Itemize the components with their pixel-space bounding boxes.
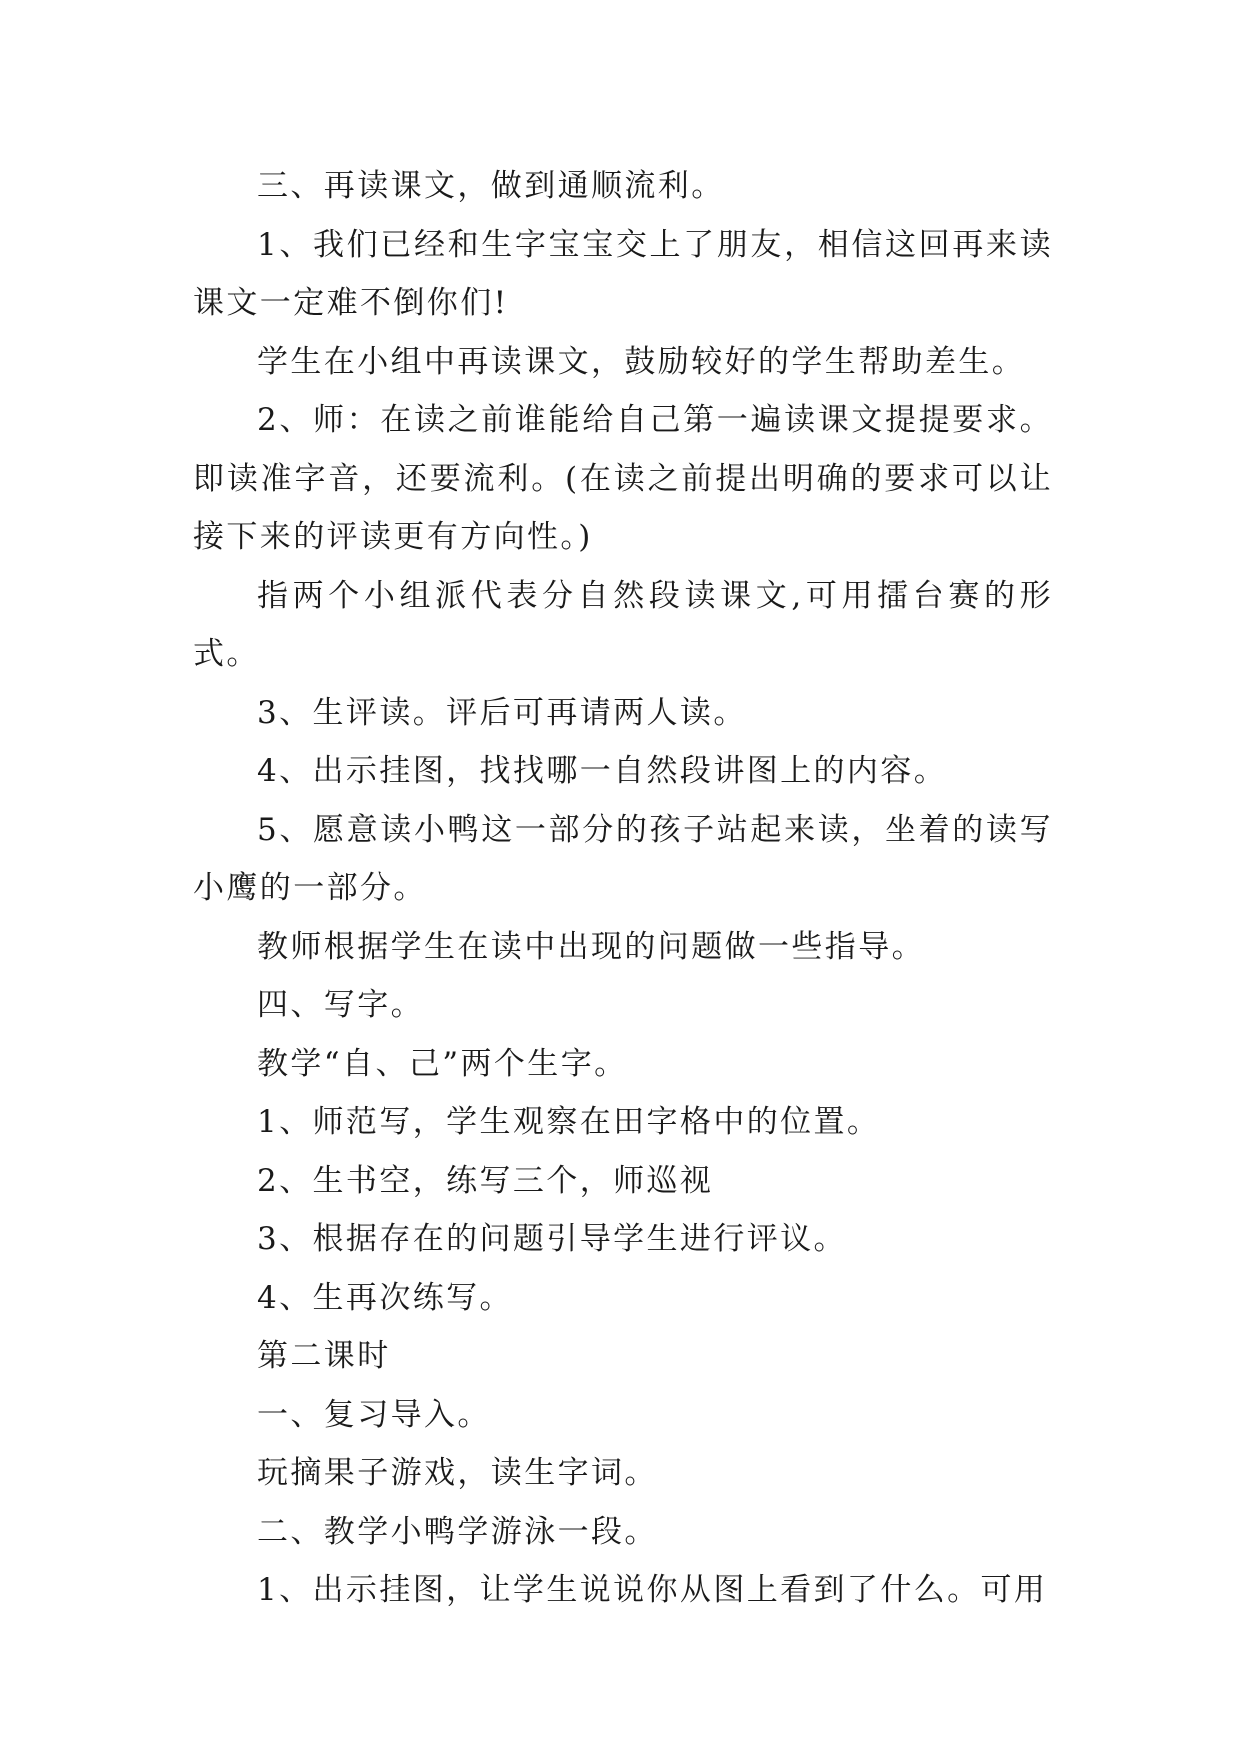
paragraph-duckling-heading: 二、教学小鸭学游泳一段。	[257, 1513, 658, 1550]
paragraph-step-2: 2、师：在读之前谁能给自己第一遍读课文提提要求。即读准字音，还要流利。(在读之前提出明确的要求可以让接下来的评读更有方向性。)	[193, 402, 1053, 555]
paragraph-writing-step-4: 4、生再次练写。	[257, 1279, 513, 1316]
paragraph-representatives: 指两个小组派代表分自然段读课文,可用擂台赛的形式。	[193, 577, 1053, 672]
paragraph-group-reading: 学生在小组中再读课文，鼓励较好的学生帮助差生。	[257, 343, 1026, 380]
paragraph-writing-step-2: 2、生书空，练写三个，师巡视	[257, 1162, 714, 1199]
paragraph-teach-characters: 教学“自、己”两个生字。	[257, 1045, 628, 1082]
paragraph-section-3-heading: 三、再读课文，做到通顺流利。	[257, 168, 725, 204]
paragraph-review-heading: 一、复习导入。	[257, 1396, 491, 1433]
paragraph-second-lesson-heading: 第二课时	[257, 1338, 391, 1374]
paragraph-step-5: 5、愿意读小鸭这一部分的孩子站起来读，坐着的读写小鹰的一部分。	[193, 811, 1053, 906]
paragraph-step-3: 3、生评读。评后可再请两人读。	[257, 694, 747, 731]
paragraph-writing-step-1: 1、师范写，学生观察在田字格中的位置。	[257, 1104, 881, 1140]
paragraph-fruit-game: 玩摘果子游戏，读生字词。	[257, 1455, 658, 1491]
paragraph-teacher-guidance: 教师根据学生在读中出现的问题做一些指导。	[257, 928, 925, 965]
paragraph-writing-step-3: 3、根据存在的问题引导学生进行评议。	[257, 1221, 847, 1257]
paragraph-duckling-step-1: 1、出示挂图，让学生说说你从图上看到了什么。可用	[257, 1572, 1048, 1608]
paragraph-step-1: 1、我们已经和生字宝宝交上了朋友，相信这回再来读课文一定难不倒你们!	[193, 226, 1053, 321]
paragraph-step-4: 4、出示挂图，找找哪一自然段讲图上的内容。	[257, 753, 948, 789]
document-body	[193, 157, 1053, 1620]
paragraph-section-4-heading: 四、写字。	[257, 987, 424, 1023]
